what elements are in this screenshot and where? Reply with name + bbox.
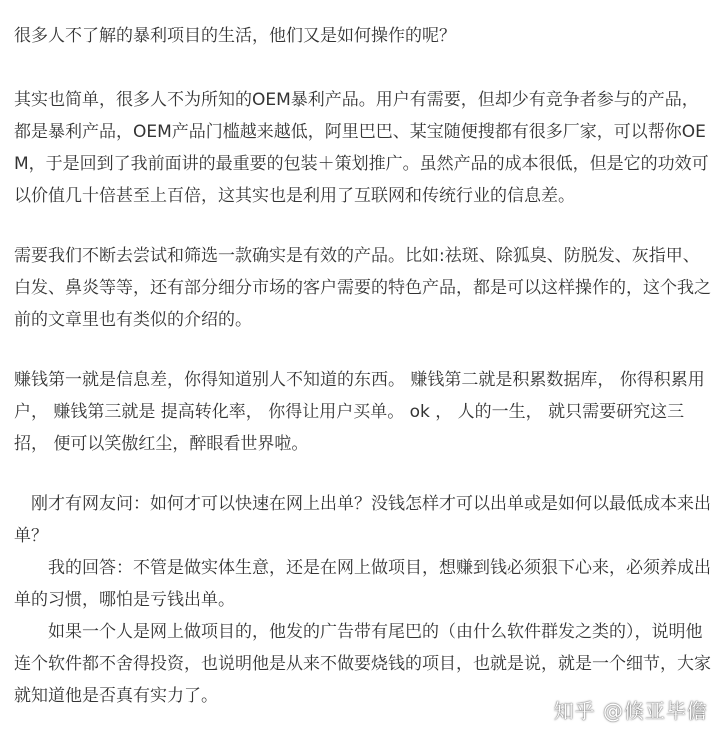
article-paragraph-4: 赚钱第一就是信息差，你得知道别人不知道的东西。 赚钱第二就是积累数据库， 你得积累用户， 赚钱第三就是 提高转化率， 你得让用户买单。 ok ， 人的一生， 就只需要研究这三招， 便可以笑傲红尘，醉眼看世界啦。 — [14, 370, 705, 454]
article-body — [14, 20, 712, 712]
watermark-text: 知乎 @倏亚毕儋 — [553, 699, 708, 723]
article-paragraph-2: 其实也简单，很多人不为所知的OEM暴利产品。用户有需要，但却少有竞争者参与的产品，都是暴利产品，OEM产品门槛越来越低，阿里巴巴、某宝随便搜都有很多厂家，可以帮你OEM，于是回到了我前面讲的最重要的包装＋策划推广。虽然产品的成本很低，但是它的功效可以价值几十倍甚至上百倍，这其实也是利用了互联网和传统行业的信息差。 — [14, 90, 709, 206]
article-paragraph-6: 我的回答：不管是做实体生意，还是在网上做项目，想赚到钱必须狠下心来，必须养成出单的习惯，哪怕是亏钱出单。 — [14, 558, 711, 610]
article-paragraph-3: 需要我们不断去尝试和筛选一款确实是有效的产品。比如:祛斑、除狐臭、防脱发、灰指甲、白发、鼻炎等等，还有部分细分市场的客户需要的特色产品，都是可以这样操作的，这个我之前的文章里也有类似的介绍的。 — [14, 246, 711, 330]
article-paragraph-5: 刚才有网友问：如何才可以快速在网上出单？没钱怎样才可以出单或是如何以最低成本来出单？ — [14, 494, 711, 546]
zhihu-watermark — [554, 695, 708, 724]
article-paragraph-7: 如果一个人是网上做项目的，他发的广告带有尾巴的（由什么软件群发之类的），说明他连个软件都不舍得投资，也说明他是从来不做要烧钱的项目，也就是说，就是一个细节，大家就知道他是否真有实力了。 — [14, 622, 711, 706]
article-paragraph-1: 很多人不了解的暴利项目的生活，他们又是如何操作的呢？ — [14, 26, 456, 46]
